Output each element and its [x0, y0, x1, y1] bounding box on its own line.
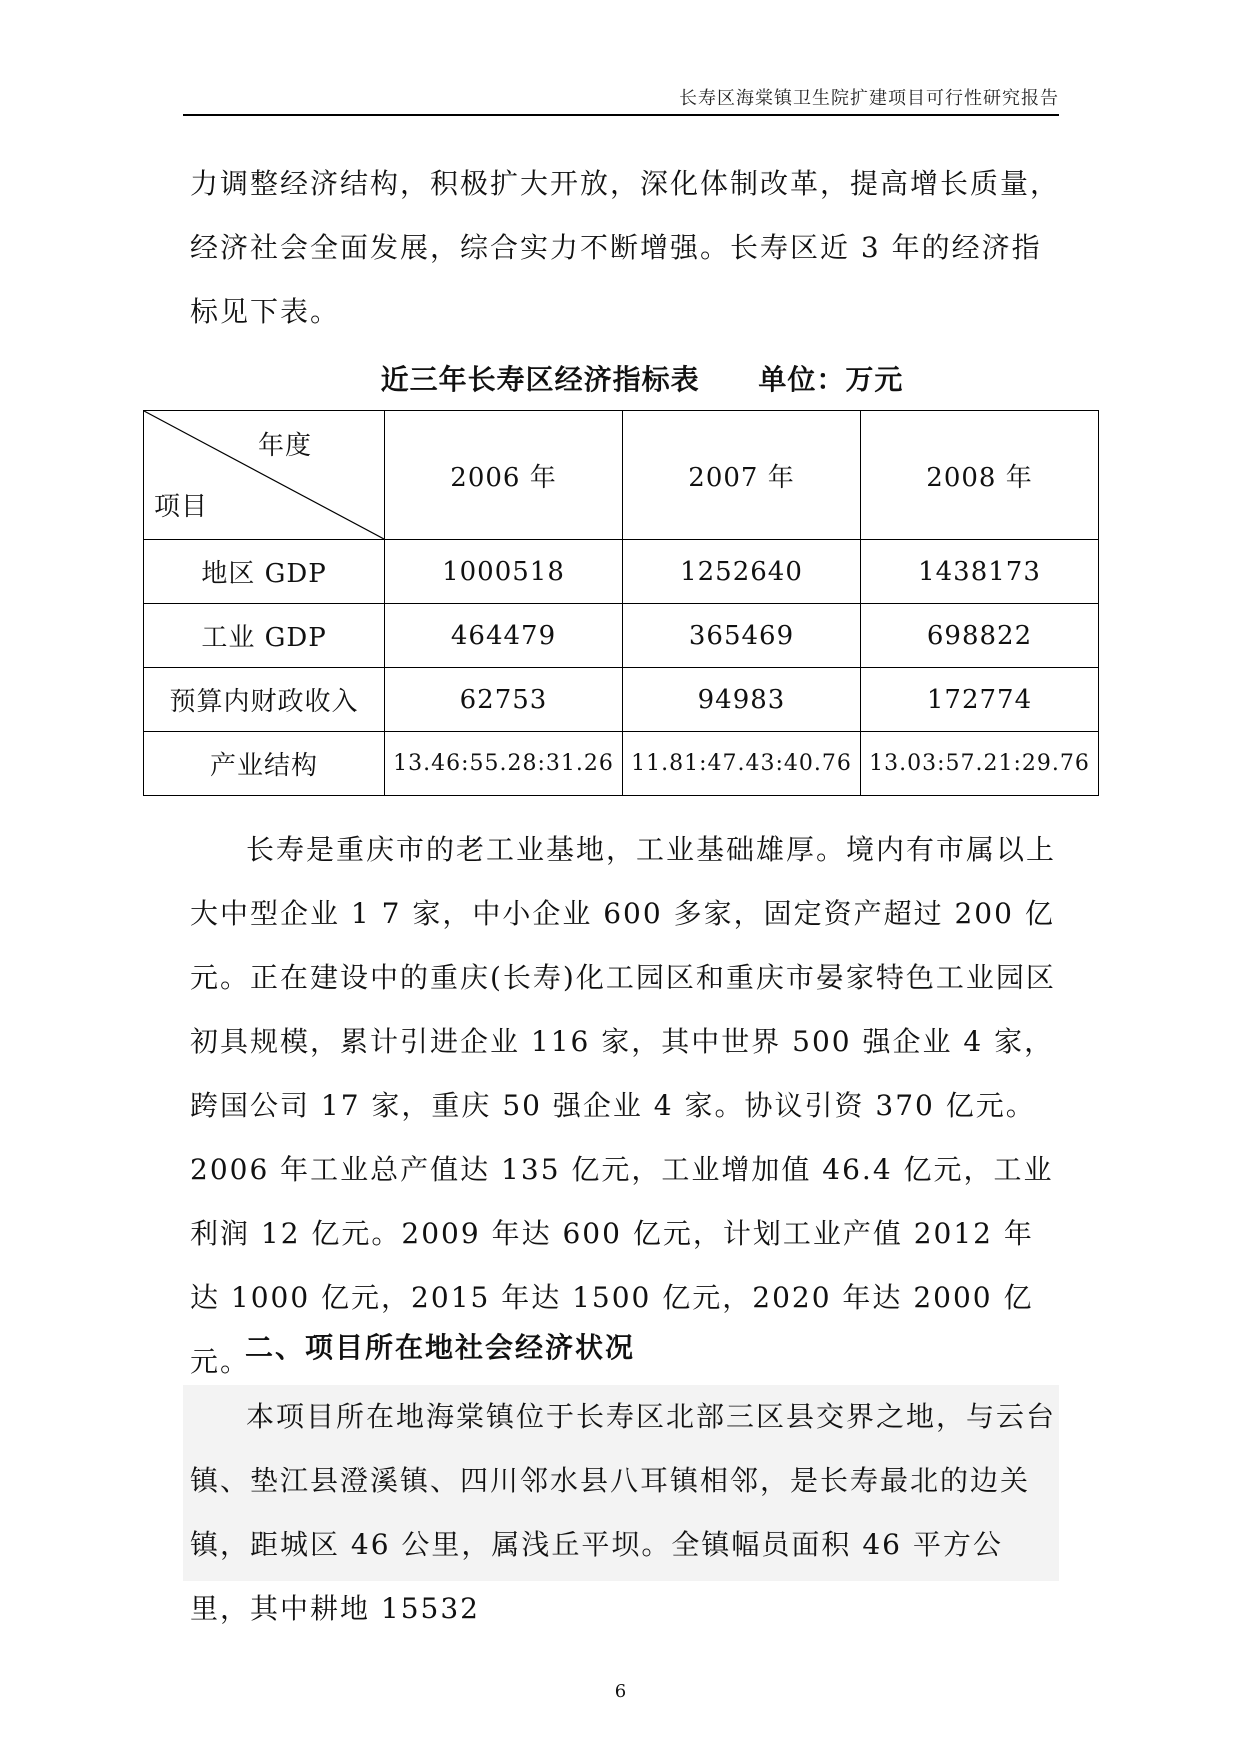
- page-number: 6: [614, 1681, 627, 1702]
- table-row: [144, 604, 1099, 668]
- section-heading: 二、项目所在地社会经济状况: [245, 1331, 636, 1364]
- table-title: 近三年长寿区经济指标表: [380, 363, 700, 396]
- header-rule: [183, 114, 1059, 116]
- location-paragraph: 本项目所在地海棠镇位于长寿区北部三区县交界之地，与云台镇、垫江县澄溪镇、四川邻水县八耳镇相邻，是长寿最北的边关镇，距城区 46 公里，属浅丘平坝。全镇幅员面积 46 平方公里，其中耕地 15532: [190, 1400, 1057, 1625]
- economic-indicators-table: [143, 410, 1099, 796]
- row-label: 产业结构: [144, 732, 385, 796]
- table-cell: 11.81:47.43:40.76: [623, 732, 861, 796]
- industry-paragraph: 长寿是重庆市的老工业基地，工业基础雄厚。境内有市属以上大中型企业 1 7 家，中小企业 600 多家，固定资产超过 200 亿元。正在建设中的重庆(长寿)化工园区和重庆市晏家特色工业园区初具规模，累计引进企业 116 家，其中世界 500 强企业 4 家，跨国公司 17 家，重庆 50 强企业 4 家。协议引资 370 亿元。2006 年工业总产值达 135 亿元，工业增加值 46.4 亿元，工业利润 12 亿元。2009 年达 600 亿元，计划工业产值 2012 年达 1000 亿元，2015 年达 1500 亿元，2020 年达 2000 亿元。: [190, 833, 1057, 1378]
- corner-item-label: 项目: [154, 492, 209, 522]
- table-corner-cell: [144, 411, 385, 540]
- table-caption: [140, 358, 1144, 398]
- table-cell: 62753: [385, 668, 623, 732]
- row-label: 工业 GDP: [144, 604, 385, 668]
- column-header: 2007 年: [623, 411, 861, 540]
- table-cell: 94983: [623, 668, 861, 732]
- corner-year-label: 年度: [257, 431, 312, 461]
- table-row: [144, 540, 1099, 604]
- table-cell: 1000518: [385, 540, 623, 604]
- table-header-row: [144, 411, 1099, 540]
- table-row: [144, 732, 1099, 796]
- running-header: 长寿区海棠镇卫生院扩建项目可行性研究报告: [679, 88, 1059, 109]
- table-cell: 1438173: [861, 540, 1099, 604]
- column-header: 2008 年: [861, 411, 1099, 540]
- table-cell: 13.03:57.21:29.76: [861, 732, 1099, 796]
- table-cell: 1252640: [623, 540, 861, 604]
- column-header: 2006 年: [385, 411, 623, 540]
- table-unit: 单位：万元: [758, 363, 904, 396]
- table-cell: 13.46:55.28:31.26: [385, 732, 623, 796]
- table-cell: 464479: [385, 604, 623, 668]
- table-row: [144, 668, 1099, 732]
- table-cell: 365469: [623, 604, 861, 668]
- table-cell: 172774: [861, 668, 1099, 732]
- row-label: 预算内财政收入: [144, 668, 385, 732]
- intro-paragraph: 力调整经济结构，积极扩大开放，深化体制改革，提高增长质量，经济社会全面发展，综合实力不断增强。长寿区近 3 年的经济指标见下表。: [190, 167, 1061, 328]
- row-label: 地区 GDP: [144, 540, 385, 604]
- table-cell: 698822: [861, 604, 1099, 668]
